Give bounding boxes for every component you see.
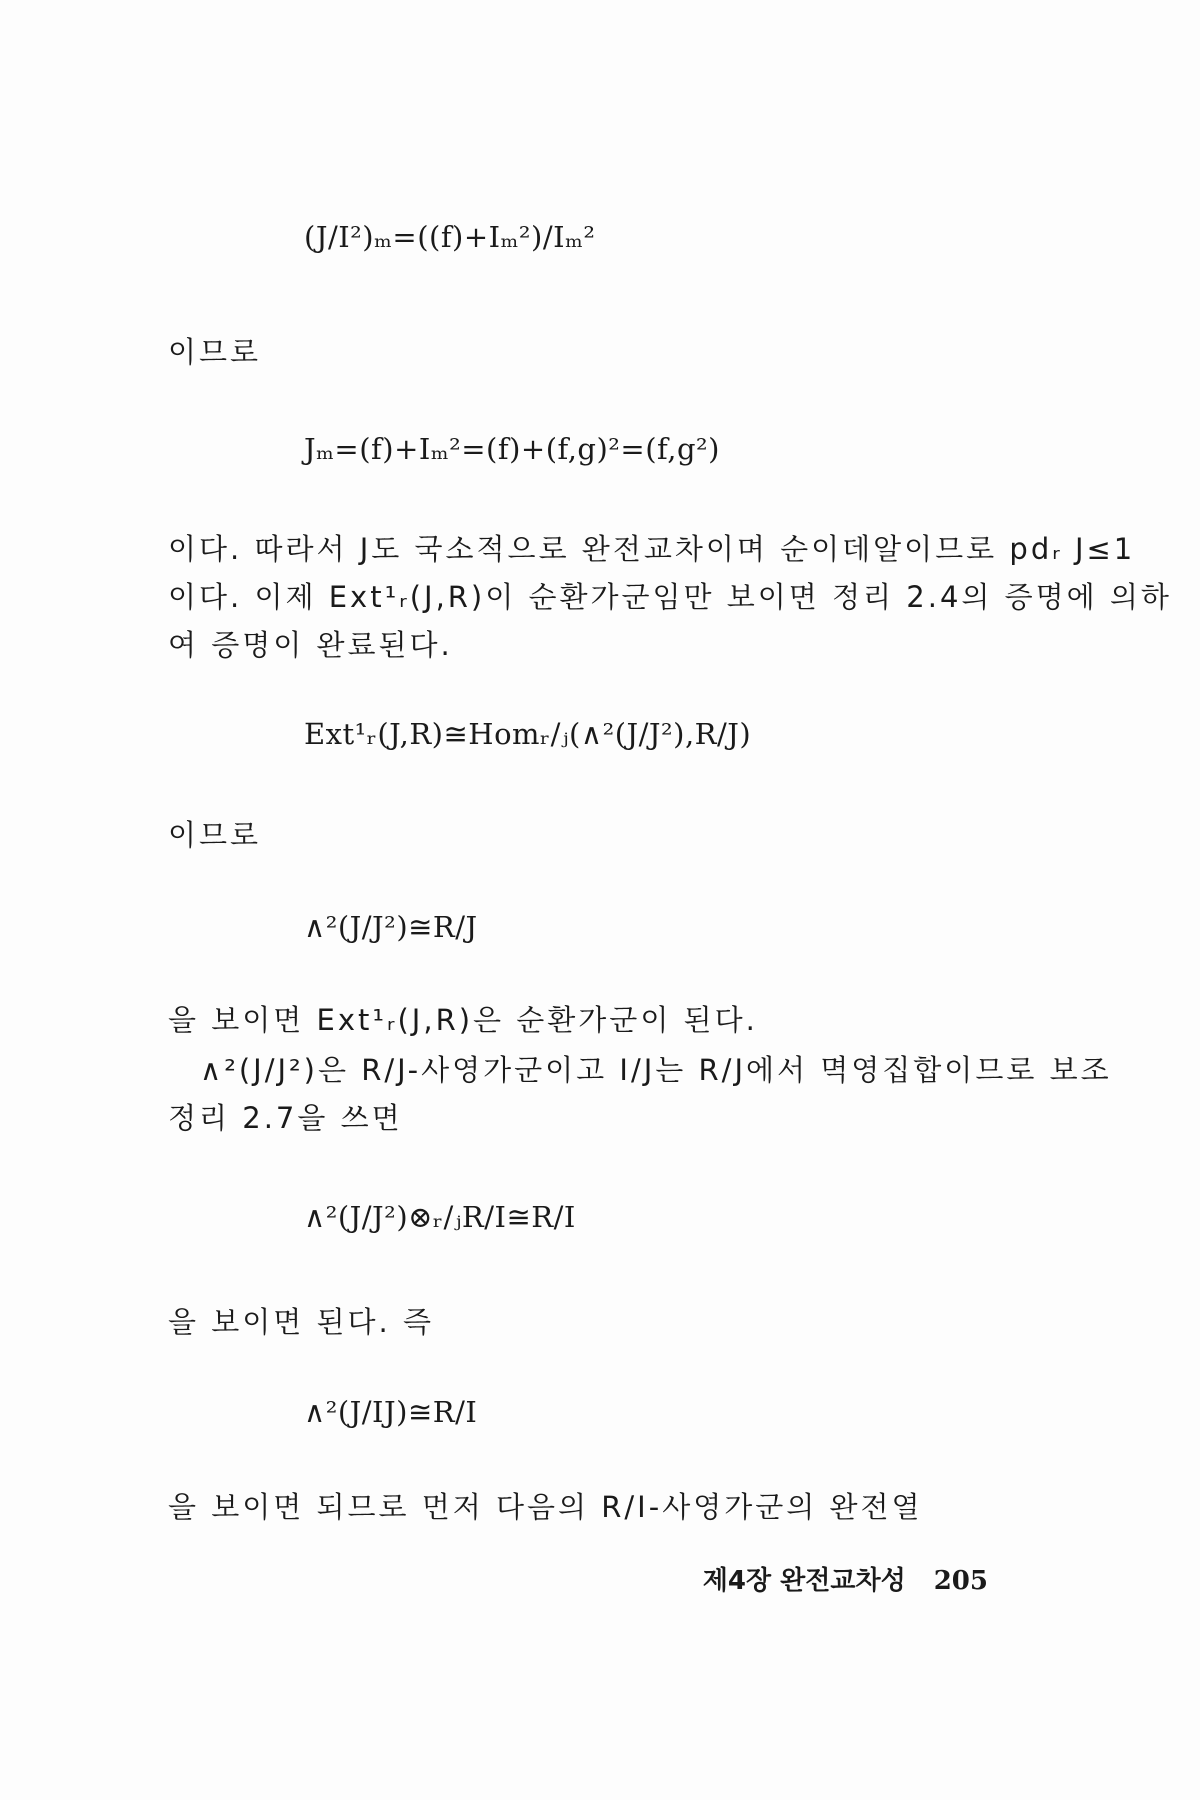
paragraph-4-line-1: 을 보이면 된다. 즉 bbox=[168, 1305, 434, 1339]
paragraph-3-line-1: ∧²(J/J²)은 R/J-사영가군이고 I/J는 R/J에서 멱영집합이므로 보조 bbox=[200, 1053, 1112, 1087]
equation-1: (J/I²)ₘ=((f)+Iₘ²)/Iₘ² bbox=[304, 220, 596, 254]
page-number: 205 bbox=[933, 1566, 988, 1596]
paragraph-1-line-2: 이다. 이제 Ext¹ᵣ(J,R)이 순환가군임만 보이면 정리 2.4의 증명에 의하 bbox=[168, 580, 1172, 614]
text-imeuro-2: 이므로 bbox=[168, 818, 262, 852]
paragraph-5-line-1: 을 보이면 되므로 먼저 다음의 R/I-사영가군의 완전열 bbox=[168, 1490, 923, 1524]
text-imeuro-1: 이므로 bbox=[168, 335, 262, 369]
paragraph-1-line-3: 여 증명이 완료된다. bbox=[168, 628, 453, 662]
chapter-title: 제4장 완전교차성 bbox=[702, 1566, 906, 1596]
equation-3: Ext¹ᵣ(J,R)≅Homᵣ/ⱼ(∧²(J/J²),R/J) bbox=[304, 717, 752, 751]
paragraph-3-line-2: 정리 2.7을 쓰면 bbox=[168, 1101, 403, 1135]
paragraph-2-line-1: 을 보이면 Ext¹ᵣ(J,R)은 순환가군이 된다. bbox=[168, 1003, 758, 1037]
equation-2: Jₘ=(f)+Iₘ²=(f)+(f,g)²=(f,g²) bbox=[304, 432, 720, 466]
paragraph-1-line-1: 이다. 따라서 J도 국소적으로 완전교차이며 순이데알이므로 pdᵣ J≤1 bbox=[168, 532, 1136, 566]
page-footer bbox=[703, 1560, 988, 1597]
equation-5: ∧²(J/J²)⊗ᵣ/ⱼR/I≅R/I bbox=[304, 1200, 576, 1234]
equation-4: ∧²(J/J²)≅R/J bbox=[304, 910, 478, 944]
equation-6: ∧²(J/IJ)≅R/I bbox=[304, 1395, 478, 1429]
